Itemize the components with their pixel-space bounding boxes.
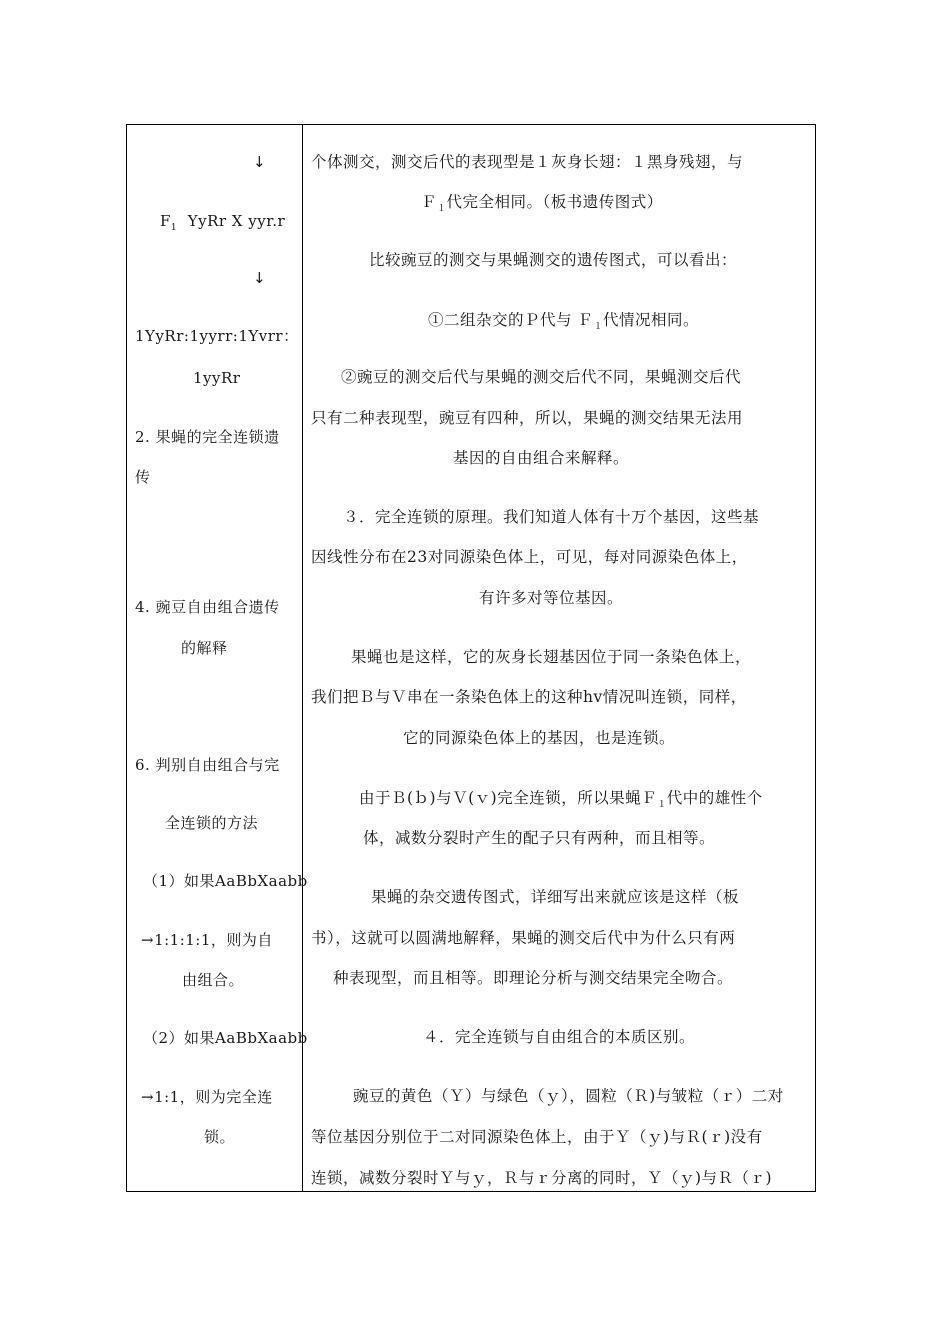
para-4-line3: 基因的自由组合来解释。 [453, 449, 630, 467]
para-3-text: ①二组杂交的Ｐ代与 Ｆ [428, 311, 594, 329]
case-2-line2: →1:1，则为完全连 [141, 1088, 273, 1106]
para-3 [428, 309, 699, 338]
para-7-line2: 体，减数分裂时产生的配子只有两种，而且相等。 [363, 829, 716, 847]
left-column [127, 124, 308, 1192]
f1-label: Ｆ [421, 193, 438, 211]
offspring-ratio-line1: 1YyRr:1yyrr:1Yvrr： [135, 327, 299, 345]
para-4-line2: 只有二种表现型，豌豆有四种，所以，果蝇的测交结果无法用 [311, 409, 744, 427]
para-8-line3: 种表现型，而且相等。即理论分析与测交结果完全吻合。 [333, 969, 734, 987]
para-1-line1: 个体测交，测交后代的表现型是１灰身长翅：１黑身残翅，与 [311, 153, 744, 171]
para-2: 比较豌豆的测交与果蝇测交的遗传图式，可以看出： [369, 251, 738, 269]
case-1-line3: 由组合。 [182, 971, 245, 989]
f1-subscript: １ [437, 204, 447, 215]
f1-cross-line [160, 210, 285, 239]
para-7-line1 [359, 787, 763, 816]
f1-subscript: １ [657, 800, 667, 811]
case-2-line1: （2）如果AaBbXaabb [143, 1029, 308, 1047]
para-5-line3: 有许多对等位基因。 [479, 589, 624, 607]
f1-cross-genotypes: YyRr X yyr.r [187, 212, 286, 230]
para-7-text-end: 代中的雄性个 [666, 789, 763, 807]
para-7-text: 由于Ｂ(ｂ)与Ｖ(ｖ)完全连锁，所以果蝇Ｆ [359, 789, 658, 807]
case-1-line1: （1）如果AaBbXaabb [143, 872, 308, 890]
para-10-line1: 豌豆的黄色（Ｙ）与绿色（ｙ），圆粒（Ｒ)与皱粒（ｒ）二对 [353, 1087, 784, 1105]
para-6-line3: 它的同源染色体上的基因，也是连锁。 [403, 729, 676, 747]
para-10-line3: 连锁，减数分裂时Ｙ与ｙ，Ｒ与ｒ分离的同时，Ｙ（ｙ)与Ｒ（ｒ) [311, 1169, 773, 1187]
para-6-line2: 我们把Ｂ与Ｖ串在一条染色体上的这种hv情况叫连锁，同样， [311, 688, 747, 706]
heading-4-line2: 的解释 [181, 639, 228, 657]
down-arrow-icon: ↓ [253, 269, 267, 287]
case-1-line2: →1:1:1:1，则为自 [141, 931, 273, 949]
heading-4-line1: 4. 豌豆自由组合遗传 [135, 598, 280, 616]
para-5-line1: ３．完全连锁的原理。我们知道人体有十万个基因，这些基 [343, 508, 760, 526]
para-8-line1: 果蝇的杂交遗传图式，详细写出来就应该是这样（板 [371, 888, 740, 906]
heading-6-line1: 6. 判别自由组合与完 [135, 756, 280, 774]
para-6-line1: 果蝇也是这样，它的灰身长翅基因位于同一条染色体上， [351, 648, 752, 666]
heading-2-line1: 2. 果蝇的完全连锁遗 [135, 428, 280, 446]
para-9: ４．完全连锁与自由组合的本质区别。 [423, 1028, 696, 1046]
para-3-text-end: 代情况相同。 [602, 311, 699, 329]
heading-2-line2: 传 [135, 468, 151, 486]
para-5-line2: 因线性分布在23对同源染色体上，可见，每对同源染色体上， [311, 548, 748, 566]
f1-label: F [160, 212, 171, 230]
down-arrow-icon: ↓ [253, 153, 267, 171]
f1-subscript: 1 [170, 223, 178, 233]
right-column [303, 124, 815, 1192]
para-1-line2-text: 代完全相同。（板书遗传图式） [446, 193, 663, 211]
case-2-line3: 锁。 [204, 1128, 236, 1146]
heading-6-line2: 全连锁的方法 [165, 814, 259, 832]
para-8-line2: 书），这就可以圆满地解释，果蝇的测交后代中为什么只有两 [311, 929, 736, 947]
para-4-line1: ②豌豆的测交后代与果蝇的测交后代不同，果蝇测交后代 [341, 368, 742, 386]
f1-subscript: １ [593, 322, 603, 333]
offspring-ratio-line2: 1yyRr [193, 369, 241, 387]
para-10-line2: 等位基因分别位于二对同源染色体上，由于Ｙ（ｙ)与Ｒ(ｒ)没有 [311, 1128, 763, 1146]
para-1-line2 [421, 191, 663, 220]
